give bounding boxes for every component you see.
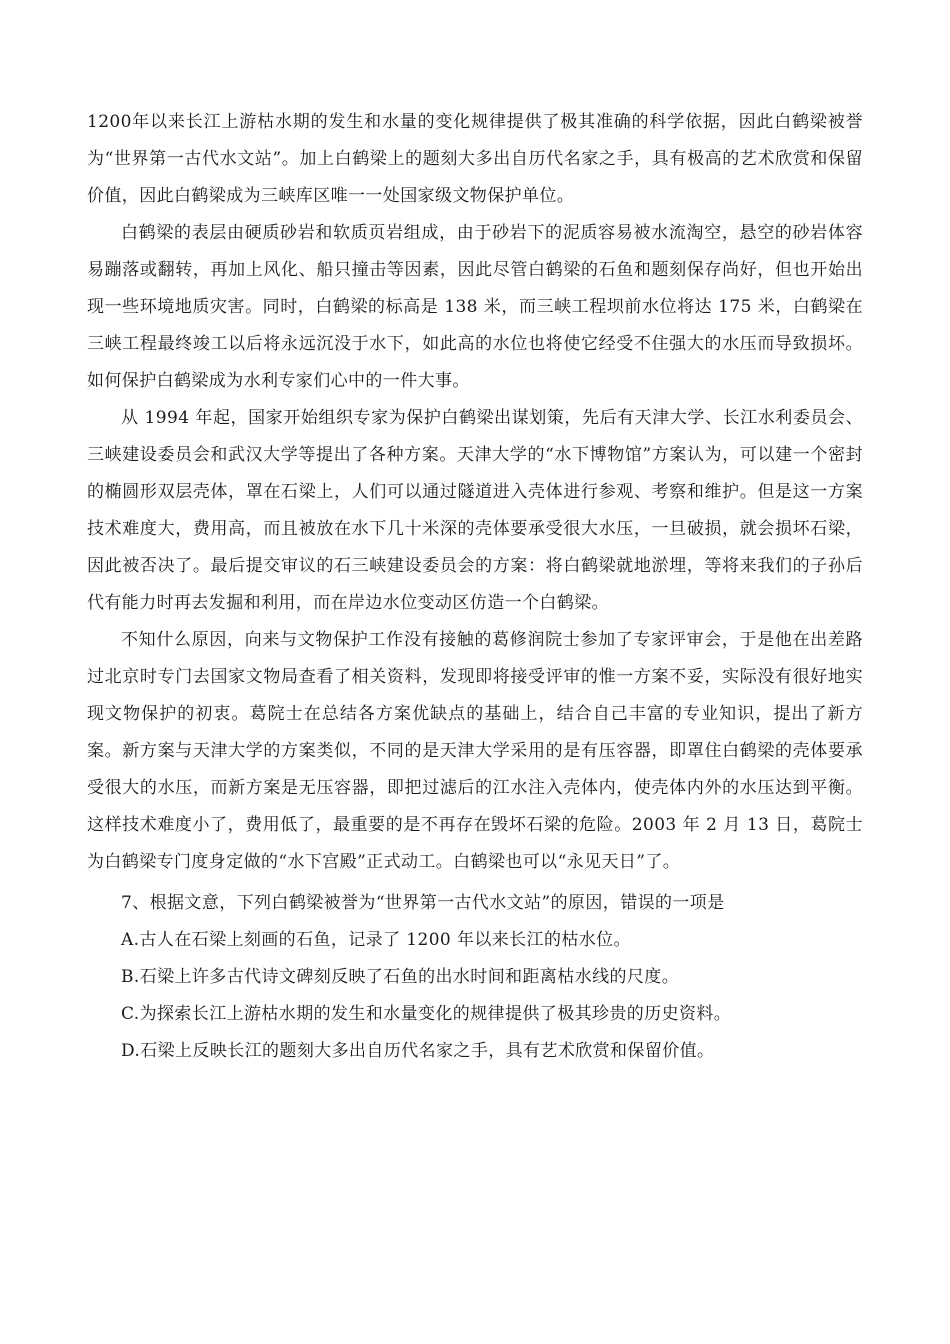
question-stem: 7、根据文意，下列白鹤梁被誉为“世界第一古代水文站”的原因，错误的一项是: [121, 893, 725, 913]
option-c: C.为探索长江上游枯水期的发生和水量变化的规律提供了极其珍贵的历史资料。: [121, 1004, 732, 1024]
passage-paragraph-2: 白鹤梁的表层由硬质砂岩和软质页岩组成，由于砂岩下的泥质容易被水流淘空，悬空的砂岩体容易蹦落或翻转，再加上风化、船只撞击等因素，因此尽管白鹤梁的石鱼和题刻保存尚好，但也开始出现一些环境地质灾害。同时，白鹤梁的标高是 138 米，而三峡工程坝前水位将达 175 米，白鹤梁在三峡工程最终竣工以后将永远沉没于水下，如此高的水位也将使它经受不住强大的水压而导致损坏。如何保护白鹤梁成为水利专家们心中的一件大事。: [87, 223, 863, 391]
question-7: [87, 885, 863, 1070]
passage-paragraph-1: 1200年以来长江上游枯水期的发生和水量的变化规律提供了极其准确的科学依据，因此白鹤梁被誉为“世界第一古代水文站”。加上白鹤梁上的题刻大多出自历代名家之手，具有极高的艺术欣赏和保留价值，因此白鹤梁成为三峡库区唯一一处国家级文物保护单位。: [87, 112, 863, 206]
option-b: B.石梁上许多古代诗文碑刻反映了石鱼的出水时间和距离枯水线的尺度。: [121, 967, 680, 987]
passage-paragraph-4: 不知什么原因，向来与文物保护工作没有接触的葛修润院士参加了专家评审会，于是他在出差路过北京时专门去国家文物局查看了相关资料，发现即将接受评审的惟一方案不妥，实际没有很好地实现文物保护的初衷。葛院士在总结各方案优缺点的基础上，结合自己丰富的专业知识，提出了新方案。新方案与天津大学的方案类似，不同的是天津大学采用的是有压容器，即罩住白鹤梁的壳体要承受很大的水压，而新方案是无压容器，即把过滤后的江水注入壳体内，使壳体内外的水压达到平衡。这样技术难度小了，费用低了，最重要的是不再存在毁坏石梁的危险。2003 年 2 月 13 日，葛院士为白鹤梁专门度身定做的“水下宫殿”正式动工。白鹤梁也可以“永见天日”了。: [87, 630, 863, 872]
option-d: D.石梁上反映长江的题刻大多出自历代名家之手，具有艺术欣赏和保留价值。: [121, 1041, 715, 1061]
document-body: [87, 104, 863, 1070]
option-a: A.古人在石梁上刻画的石鱼，记录了 1200 年以来长江的枯水位。: [121, 930, 631, 950]
passage-paragraph-3: 从 1994 年起，国家开始组织专家为保护白鹤梁出谋划策，先后有天津大学、长江水利委员会、三峡建设委员会和武汉大学等提出了各种方案。天津大学的“水下博物馆”方案认为，可以建一个密封的椭圆形双层壳体，罩在石梁上，人们可以通过隧道进入壳体进行参观、考察和维护。但是这一方案技术难度大，费用高，而且被放在水下几十米深的壳体要承受很大水压，一旦破损，就会损坏石梁，因此被否决了。最后提交审议的石三峡建设委员会的方案：将白鹤梁就地淤埋，等将来我们的子孙后代有能力时再去发掘和利用，而在岸边水位变动区仿造一个白鹤梁。: [87, 408, 863, 613]
